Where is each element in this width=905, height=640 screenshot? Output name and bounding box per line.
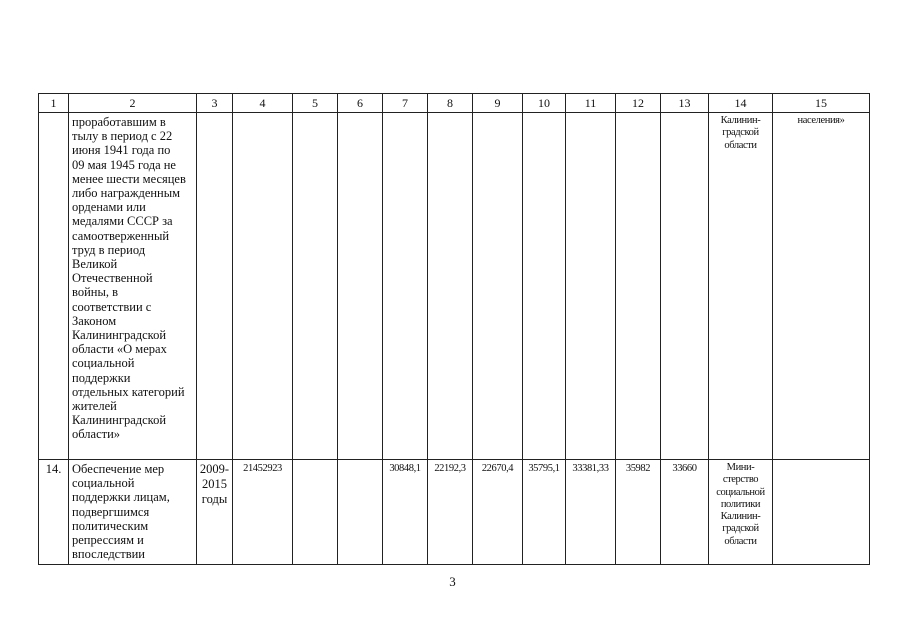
value-cell: 35982 bbox=[616, 460, 661, 565]
row-number-cell bbox=[39, 113, 69, 460]
header-cell: 15 bbox=[773, 94, 870, 113]
header-cell: 4 bbox=[233, 94, 293, 113]
value-cell bbox=[661, 113, 709, 460]
table-row-14 bbox=[39, 460, 870, 565]
executor-cell: Мини- стерство социальной политики Калинин- градской области bbox=[709, 460, 773, 565]
value-cell bbox=[616, 113, 661, 460]
header-cell: 6 bbox=[338, 94, 383, 113]
header-cell: 14 bbox=[709, 94, 773, 113]
header-cell: 10 bbox=[523, 94, 566, 113]
table-row-continuation bbox=[39, 113, 870, 460]
period-cell: 2009- 2015 годы bbox=[197, 460, 233, 565]
header-cell: 7 bbox=[383, 94, 428, 113]
page-number: 3 bbox=[449, 574, 456, 589]
value-cell bbox=[293, 113, 338, 460]
header-cell: 3 bbox=[197, 94, 233, 113]
header-cell: 13 bbox=[661, 94, 709, 113]
total-cell: 21452923 bbox=[233, 460, 293, 565]
value-cell bbox=[338, 460, 383, 565]
value-cell bbox=[338, 113, 383, 460]
header-cell: 12 bbox=[616, 94, 661, 113]
header-cell: 8 bbox=[428, 94, 473, 113]
column-number-row bbox=[39, 94, 870, 113]
note-cell bbox=[773, 460, 870, 565]
value-cell bbox=[566, 113, 616, 460]
measure-description-cell: проработавшим в тылу в период с 22 июня 1941 года по 09 мая 1945 года не менее шести месяцев либо награжденным орденами или медалями СССР за самоотверженный труд в период Великой Отечественной войны, в соответствии с Законом Калининградской области «О мерах социальной поддержки отдельных категорий жителей Калининградской области» bbox=[69, 113, 197, 460]
measure-description-cell: Обеспечение мер социальной поддержки лицам, подвергшимся политическим репрессиям и впоследствии bbox=[69, 460, 197, 565]
value-cell: 22670,4 bbox=[473, 460, 523, 565]
value-cell: 33660 bbox=[661, 460, 709, 565]
period-cell bbox=[197, 113, 233, 460]
executor-cell: Калинин- градской области bbox=[709, 113, 773, 460]
value-cell bbox=[383, 113, 428, 460]
header-cell: 2 bbox=[69, 94, 197, 113]
value-cell bbox=[473, 113, 523, 460]
header-cell: 5 bbox=[293, 94, 338, 113]
value-cell: 22192,3 bbox=[428, 460, 473, 565]
total-cell bbox=[233, 113, 293, 460]
value-cell: 30848,1 bbox=[383, 460, 428, 565]
value-cell: 33381,33 bbox=[566, 460, 616, 565]
header-cell: 11 bbox=[566, 94, 616, 113]
row-number-cell: 14. bbox=[39, 460, 69, 565]
header-cell: 1 bbox=[39, 94, 69, 113]
value-cell: 35795,1 bbox=[523, 460, 566, 565]
value-cell bbox=[523, 113, 566, 460]
value-cell bbox=[293, 460, 338, 565]
value-cell bbox=[428, 113, 473, 460]
header-cell: 9 bbox=[473, 94, 523, 113]
measures-table bbox=[38, 93, 870, 565]
note-cell: населения» bbox=[773, 113, 870, 460]
